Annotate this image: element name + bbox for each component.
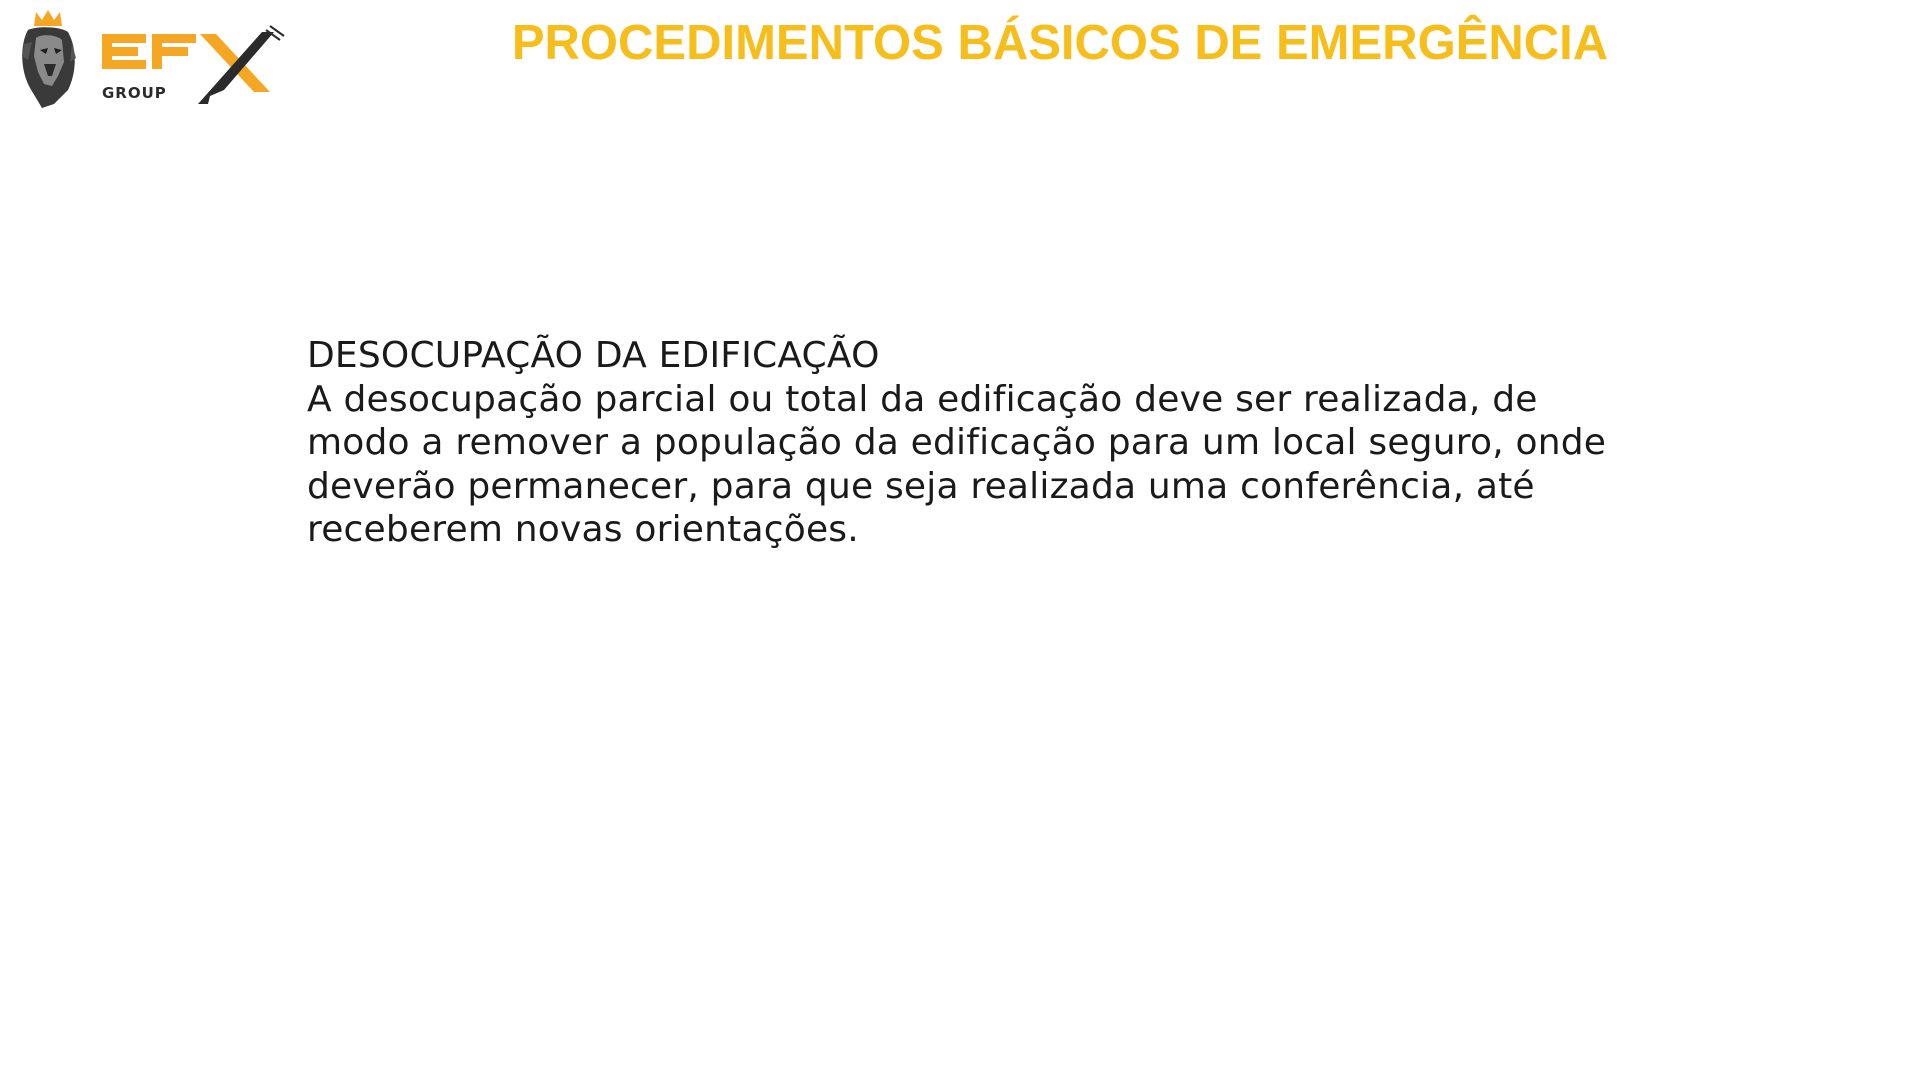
page-title: PROCEDIMENTOS BÁSICOS DE EMERGÊNCIA [511,16,1609,70]
content-block [307,334,1647,552]
efx-group-logo [18,4,288,114]
section-body: A desocupação parcial ou total da edificação deve ser realizada, de modo a remover a população da edificação para um local seguro, onde deverão permanecer, para que seja realizada uma conferência, até receberem novas orientações. [307,378,1607,550]
section-heading: DESOCUPAÇÃO DA EDIFICAÇÃO [307,335,880,376]
logo-subtitle: GROUP [102,84,167,102]
lion-crown-icon [18,4,288,114]
